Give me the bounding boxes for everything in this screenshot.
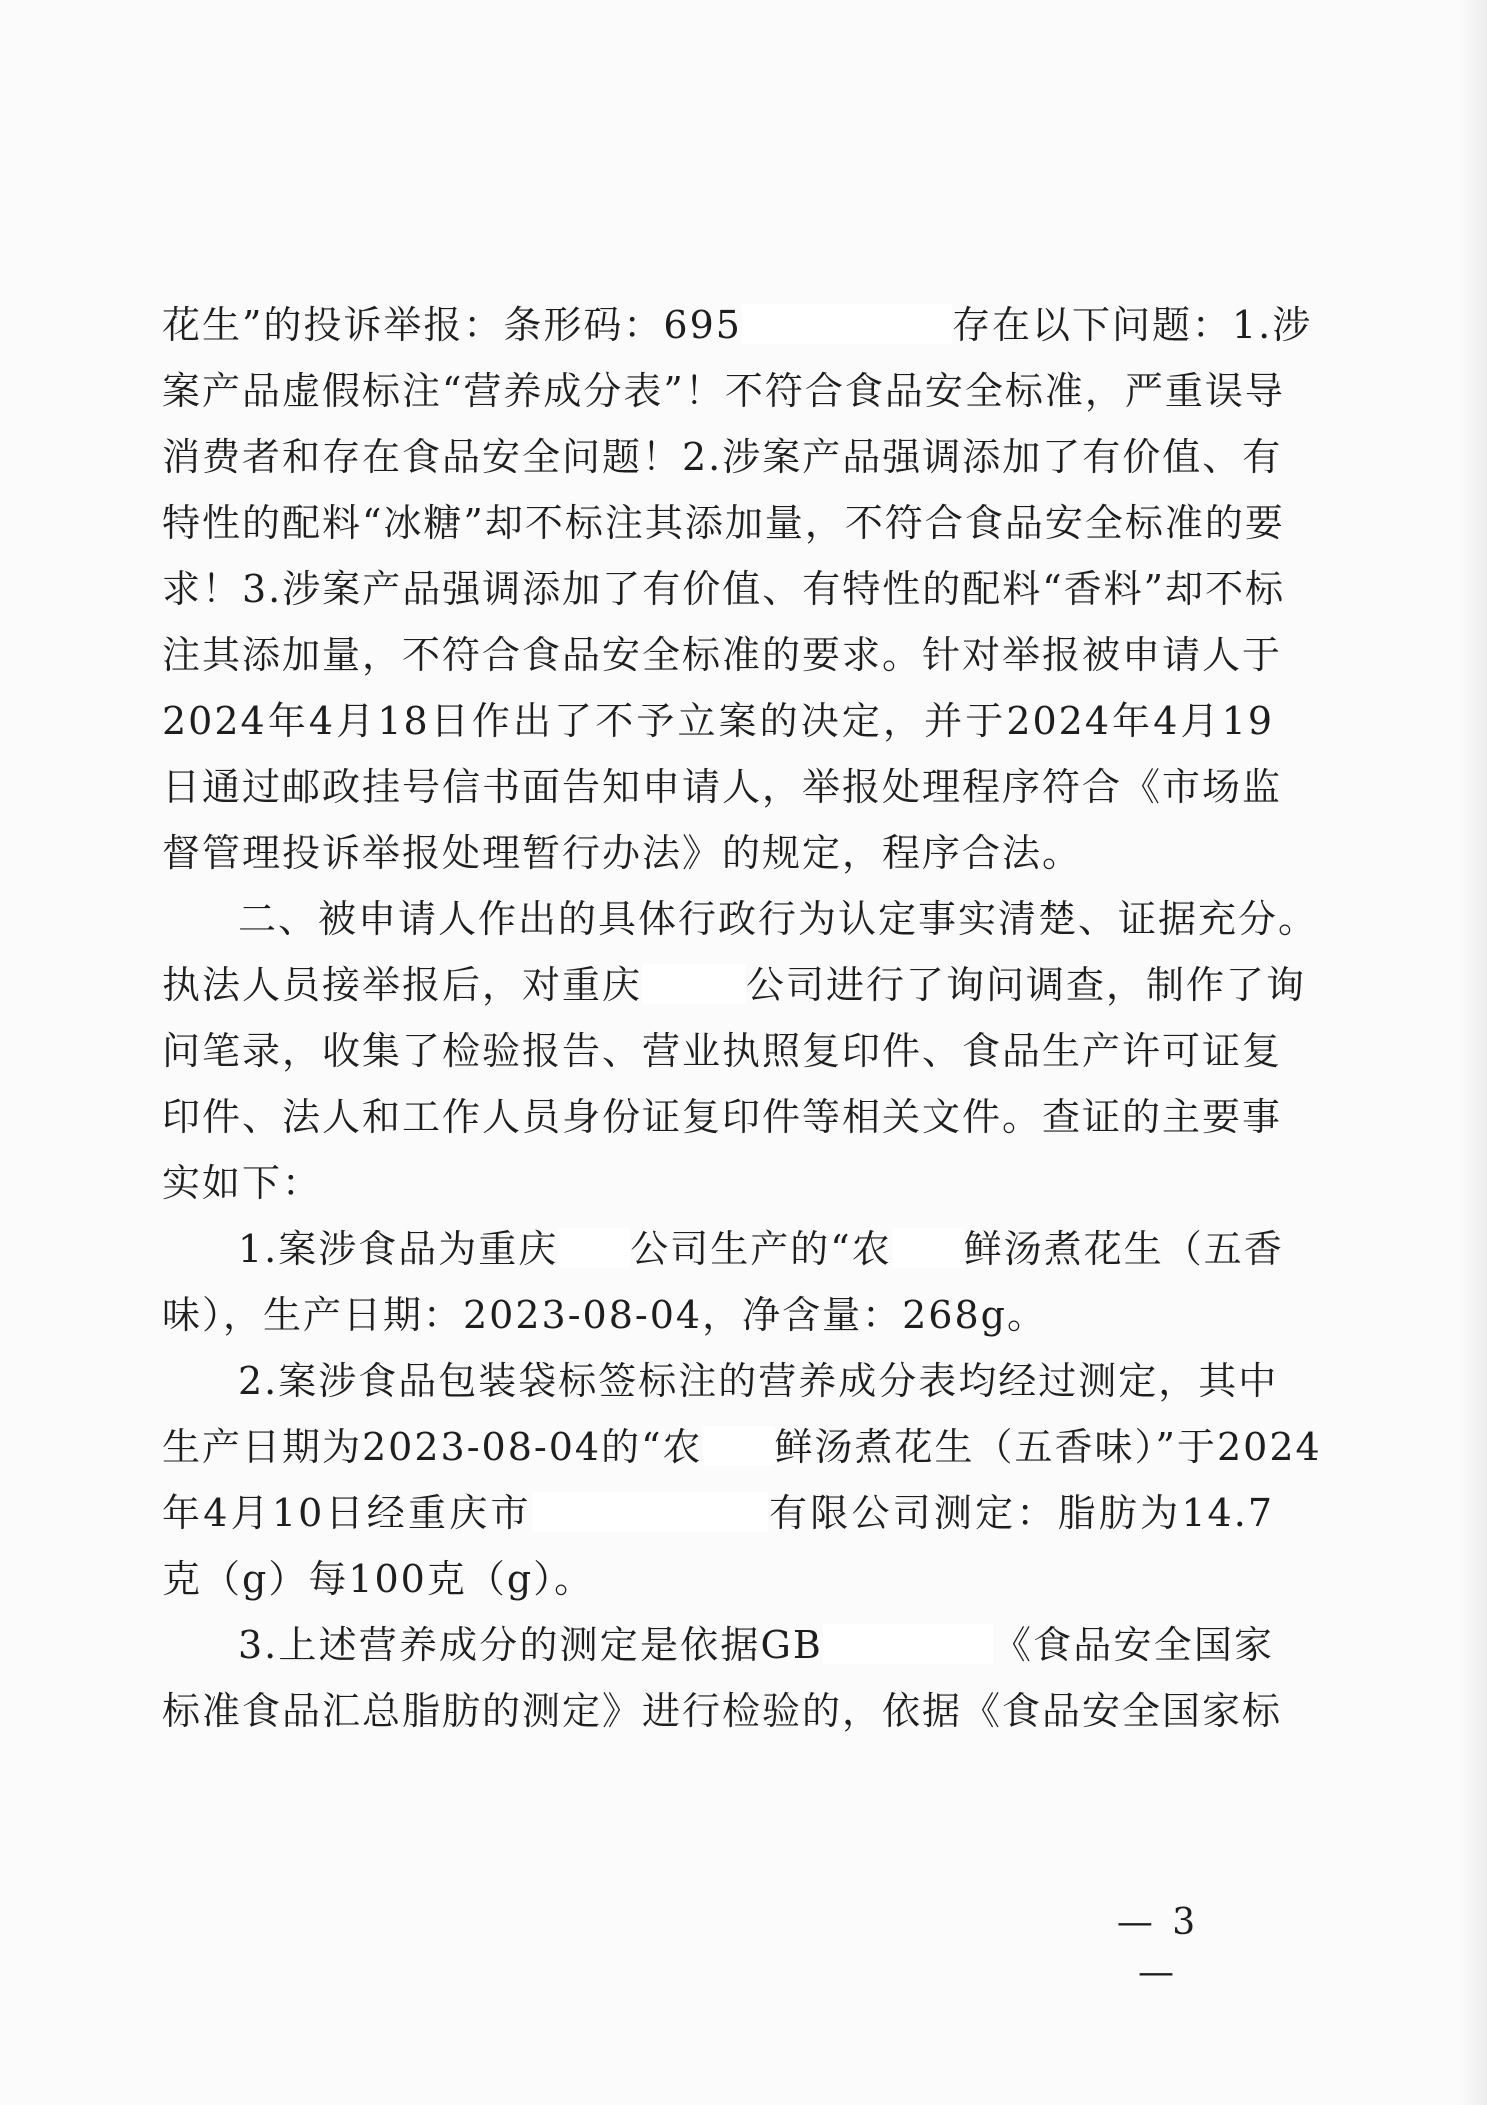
paragraph-3-line-2: 味），生产日期：2023-08-04，净含量：268g。 xyxy=(162,1293,1047,1337)
text-segment: 执法人员接举报后，对重庆 xyxy=(162,963,643,1007)
redacted-standard-number xyxy=(823,1624,993,1664)
paragraph-1-line-6: 注其添加量，不符合食品安全标准的要求。针对举报被申请人于 xyxy=(162,633,1283,677)
text-segment: 《食品安全国家 xyxy=(992,1623,1274,1667)
paragraph-1-line-9: 督管理投诉举报处理暂行办法》的规定，程序合法。 xyxy=(162,831,1083,875)
redacted-company-name xyxy=(642,964,746,1004)
paragraph-5-line-2: 标准食品汇总脂肪的测定》进行检验的，依据《食品安全国家标 xyxy=(162,1689,1283,1733)
paragraph-1-line-2: 案产品虚假标注“营养成分表”！不符合食品安全标准，严重误导 xyxy=(162,369,1285,413)
paragraph-1-line-8: 日通过邮政挂号信书面告知申请人，举报处理程序符合《市场监 xyxy=(162,765,1283,809)
paragraph-4-line-2 xyxy=(162,1414,1322,1480)
paragraph-2-line-3: 问笔录，收集了检验报告、营业执照复印件、食品生产许可证复 xyxy=(162,1029,1283,1073)
page-number: — 3 — xyxy=(1116,1902,1200,1993)
redacted-product-name xyxy=(703,1426,775,1466)
redacted-lab-name xyxy=(532,1492,768,1532)
paragraph-1-line-1 xyxy=(162,292,1313,358)
text-segment: 公司进行了询问调查，制作了询 xyxy=(746,963,1307,1007)
paragraph-1-line-7: 2024年4月18日作出了不予立案的决定，并于2024年4月19 xyxy=(162,699,1274,743)
text-segment: 生产日期为2023-08-04的“农 xyxy=(162,1425,703,1469)
redacted-barcode xyxy=(742,304,952,344)
paragraph-2-line-4: 印件、法人和工作人员身份证复印件等相关文件。查证的主要事 xyxy=(162,1095,1283,1139)
document-body xyxy=(162,292,1322,1744)
paragraph-4-line-4: 克（g）每100克（g）。 xyxy=(162,1557,595,1601)
paragraph-1-line-5: 求！3.涉案产品强调添加了有价值、有特性的配料“香料”却不标 xyxy=(162,567,1286,611)
paragraph-2-line-5: 实如下： xyxy=(162,1161,323,1205)
page-edge-shadow xyxy=(1461,0,1487,2105)
text-segment: 鲜汤煮花生（五香 xyxy=(963,1227,1284,1271)
paragraph-1-line-4: 特性的配料“冰糖”却不标注其添加量，不符合食品安全标准的要 xyxy=(162,501,1285,545)
paragraph-3-line-1 xyxy=(162,1216,1284,1282)
redacted-product-name xyxy=(892,1228,964,1268)
text-segment: 3.上述营养成分的测定是依据GB xyxy=(238,1623,823,1667)
text-segment: 1.案涉食品为重庆 xyxy=(238,1227,559,1271)
paragraph-4-line-3 xyxy=(162,1480,1274,1546)
text-segment: 公司生产的“农 xyxy=(630,1227,892,1271)
paragraph-5-line-1 xyxy=(162,1612,1274,1678)
text-segment: 有限公司测定：脂肪为14.7 xyxy=(767,1491,1274,1535)
text-segment: 花生”的投诉举报：条形码：695 xyxy=(162,303,742,347)
text-segment: 年4月10日经重庆市 xyxy=(162,1491,532,1535)
paragraph-4-line-1: 2.案涉食品包装袋标签标注的营养成分表均经过测定，其中 xyxy=(238,1359,1279,1403)
text-segment: 鲜汤煮花生（五香味）”于2024 xyxy=(774,1425,1322,1469)
paragraph-1-line-3: 消费者和存在食品安全问题！2.涉案产品强调添加了有价值、有 xyxy=(162,435,1283,479)
paragraph-2-line-1: 二、被申请人作出的具体行政行为认定事实清楚、证据充分。 xyxy=(238,897,1319,941)
paragraph-2-line-2 xyxy=(162,952,1307,1018)
redacted-company-name xyxy=(558,1228,630,1268)
text-segment: 存在以下问题：1.涉 xyxy=(951,303,1313,347)
